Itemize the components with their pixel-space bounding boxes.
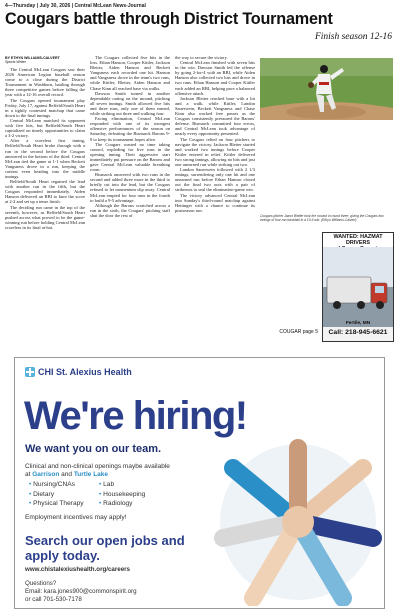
paragraph: Although the Barons scratched across a run in the sixth, the Cougars' pitching staff shut the door the rest of <box>90 202 170 218</box>
position-item: • Dietary <box>29 490 99 500</box>
byline-role: Sports Writer <box>5 60 26 65</box>
chi-logo-text: CHI St. Alexius Health <box>38 367 132 377</box>
paragraph: The victory advanced Central McLean into Sunday's third-round matchup against Hettinger with a chance to continue its postseason run. <box>175 192 255 213</box>
position-item: • Nursing/CNAs <box>29 480 99 490</box>
paragraph: the way to secure the victory. <box>175 55 228 60</box>
paragraph: Belfield/South Heart regained the lead with another run in the fifth, but the Cougars responded immediately. Aiden Hanson delivered an RBI to knot the score at 2-2 and set up a tense finish. <box>5 179 85 205</box>
questions-email[interactable]: Email: kara.jones900@commonspirit.org <box>25 588 137 595</box>
paragraph: Central McLean finished with seven hits in the win. Dawson Smith led the offense by going 2-for-4 with an RBI, while Aiden Hanson also collected two hits and drove in two runs. Ethan Hanson and Cooper Kittler each added an RBI, helping pace a balanced offensive attack. <box>175 60 255 96</box>
questions-block <box>25 580 225 604</box>
questions-label: Questions? <box>25 580 57 587</box>
paragraph: Facing elimination, Central McLean responded with one of its strongest offensive performances of the season on Saturday, defeating the Bismarck Barons 9-0 to keep its tournament hopes alive. <box>90 116 170 142</box>
team-hands-image <box>213 438 383 606</box>
position-item: • Housekeeping <box>99 490 179 500</box>
paragraph: The Cougars wasted no time taking control, exploding for five runs in the opening inning. Their aggressive start immediately put pressure on the Barons and gave Central McLean valuable breathing room. <box>90 141 170 173</box>
careers-url[interactable]: www.chistalexiushealth.org/careers <box>25 566 130 573</box>
position-item: • Physical Therapy <box>29 499 99 509</box>
cross-icon <box>25 367 35 377</box>
paragraph: Landon Sauerwein followed with 2 1/3 innings, surrendering only one hit and one unearned run before Ethan Hanson closed out the final two outs with a pair of strikeouts to seal the elimination-game win. <box>175 167 255 193</box>
byline <box>5 56 85 65</box>
story-column-3 <box>175 55 255 337</box>
paragraph: The Cougars relied on four pitchers to navigate the victory. Jackson Bletter started and worked two innings before Cooper Kittler entered in relief. Kittler delivered two strong innings, allowing no hits and just one unearned run while striking out two. <box>175 136 255 167</box>
wanted-ad <box>322 232 394 342</box>
position-item: • Radiology <box>99 499 179 509</box>
paragraph: The Central McLean Cougars saw their 2026 American Legion baseball season come to a close during the District Tournament in Washburn, battling through three competitive games before falling the year with a 12-16 overall record. <box>5 67 85 98</box>
paragraph: Dawson Smith turned in another dependable outing on the mound, pitching all seven innings. Smith allowed five hits and three runs, only one of them earned, while striking out three and walking four. <box>90 90 170 117</box>
wanted-ad-city: Fertile, MN <box>345 321 371 326</box>
location-garrison: Garrison <box>32 471 60 478</box>
clinical-text <box>25 463 205 479</box>
story-column-1 <box>5 67 85 337</box>
paragraph: The Cougars collected five hits in the loss. Ethan Hanson, Cooper Kittler, Jackson Bletter, Aiden Hanson and Beckett Vangsness each recorded one hit. Hanson and Vangsness drove in the team's two runs, while Kittler, Bletter, Aiden Hanson and Chase Kinn all reached base via walks. <box>90 55 170 91</box>
photo-caption: Cougars pitcher Jaxon Bletter took the mound in round three, giving the Cougars two innings of four-run baseball in a 10-6 win. (Ethyn Williams-Calvert) <box>260 214 384 222</box>
hiring-headline: We're hiring! <box>24 394 247 438</box>
wanted-ad-title-line1: WANTED: HAZMAT DRIVERS <box>333 234 383 247</box>
employment-incentives: Employment incentives may apply! <box>25 514 127 521</box>
subhead: Finish season 12-16 <box>314 32 392 42</box>
story-column-4 <box>260 120 393 210</box>
clinical-text-main: Clinical and non-clinical openings maybe available <box>25 463 170 470</box>
page-folio: 4—Thursday | July 30, 2026 | Central McLean News-Journal <box>5 3 146 9</box>
paragraph: Central McLean matched its opponent with five hits, but Belfield/South Heart capitalized on timely opportunities to claim a 3-2 victory. <box>5 117 85 139</box>
paragraph: The Cougars opened tournament play Friday, July 17, against Beffeld/South Heart in a tightly contested matchup that came down to the final innings. <box>5 97 85 118</box>
positions-list <box>29 480 179 509</box>
hiring-subhead: We want you on our team. <box>25 443 162 455</box>
headline: Cougars battle through District Tournament <box>5 10 333 28</box>
pitcher-image <box>260 58 393 120</box>
jump-line: COUGAR page 5 <box>279 329 318 335</box>
baseball-photo <box>260 58 393 120</box>
story-column-2 <box>90 55 170 337</box>
questions-phone: or call 701-530-7178 <box>25 596 82 603</box>
paragraph: The deciding run came in the top of the seventh, however, as Belfield/South Heart pushed across what proved to be the game-winning run before holding Central McLean scoreless in its final at-bat. <box>5 204 85 230</box>
truck-icon <box>323 247 393 327</box>
paragraph: Jackson Bletter reached base with a hit and a walk, while Kittler, Landon Sauerwein, Beckett Vangsness and Chase Kinn also worked free passes as the Cougars consistently pressured the Barons' defense. Bismarck committed four errors, and Central McLean took advantage of nearly every opportunity presented. <box>175 95 255 137</box>
byline-author: BY ETHYN WILLIAMS-CALVERT <box>5 56 60 60</box>
hiring-ad <box>14 357 385 609</box>
paragraph: After a scoreless first inning, Belfield/South Heart broke through with a run in the second before the Cougars answered in the bottom of the third. Central McLean tied the game at 1-1 when Beckett Vangsness drove in a run, keeping the contest even heading into the middle innings. <box>5 138 85 179</box>
clinical-and: and <box>61 471 72 478</box>
wanted-ad-phone: Call: 218-945-6621 <box>328 329 388 336</box>
chi-logo <box>25 367 132 377</box>
paragraph: Bismarck answered with two runs in the second and added three more in the third to briefly cut into the lead, but the Cougars refused to let momentum slip away. Central McLean erupted for four runs in the fourth to build a 9-5 advantage. <box>90 172 170 203</box>
clinical-at: at <box>25 471 31 478</box>
apply-cta: Search our open jobs and apply today. <box>25 533 185 563</box>
location-turtle-lake: Turtle Lake <box>73 471 109 478</box>
position-item: • Lab <box>99 480 179 490</box>
